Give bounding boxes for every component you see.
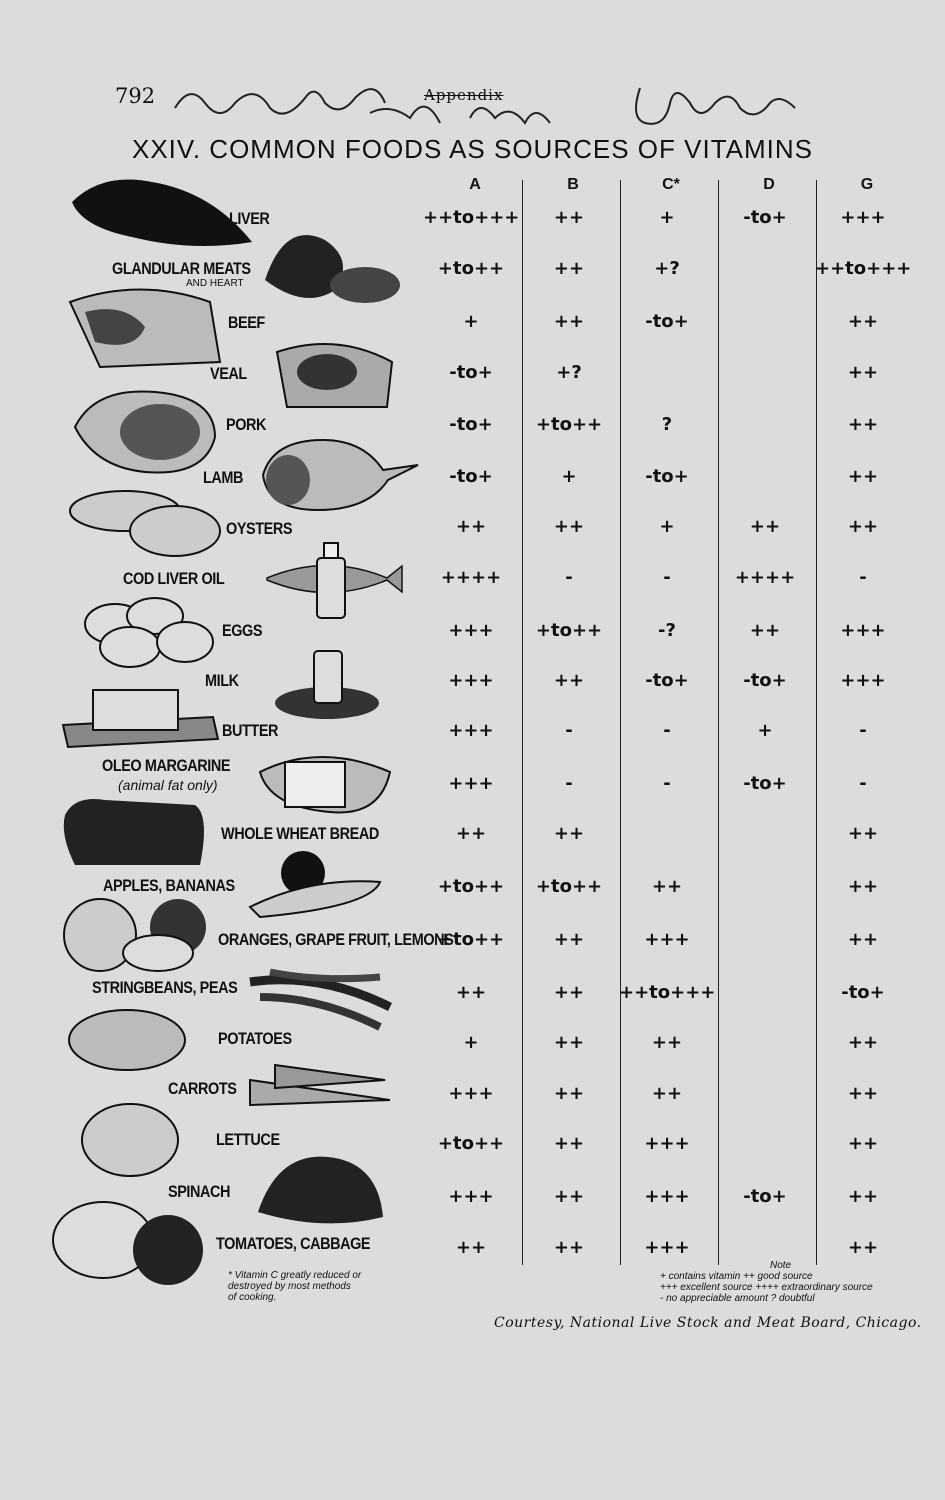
beef-illustration (65, 282, 225, 372)
vitamin-cell-c: ++ (651, 876, 683, 897)
vitamin-cell-c: -to+ (645, 670, 689, 691)
food-label: COD LIVER OIL (123, 569, 225, 588)
column-header-g: G (860, 176, 874, 193)
vitamin-cell-a: -to+ (449, 466, 493, 487)
vitamin-cell-b: +to++ (535, 620, 603, 641)
vitamin-cell-c: ++ (651, 1083, 683, 1104)
vitamin-cell-b: - (565, 720, 573, 741)
food-label: PORK (226, 415, 267, 434)
vitamin-cell-d: -to+ (743, 670, 787, 691)
food-label: APPLES, BANANAS (103, 876, 235, 895)
food-label: TOMATOES, CABBAGE (216, 1234, 371, 1253)
veal-illustration (272, 332, 402, 412)
vitamin-cell-d: -to+ (743, 1186, 787, 1207)
vitamin-cell-a: +to++ (437, 258, 505, 279)
vitamin-cell-b: - (565, 773, 573, 794)
food-label: STRINGBEANS, PEAS (92, 978, 238, 997)
vitamin-cell-d: ++ (749, 620, 781, 641)
food-label: ORANGES, GRAPE FRUIT, LEMONS (218, 930, 454, 949)
vitamin-cell-a: +++ (448, 620, 494, 641)
food-sublabel: (animal fat only) (118, 777, 218, 793)
column-header-d: D (763, 176, 775, 193)
vitamin-cell-c: +++ (644, 1237, 690, 1258)
food-label: OYSTERS (226, 519, 293, 538)
vitamin-cell-g: ++ (847, 516, 879, 537)
appendix-heading: Appendix (424, 86, 504, 104)
food-label: BEEF (228, 313, 265, 332)
vitamin-cell-c: + (659, 207, 675, 228)
vitamin-cell-c: ? (661, 414, 673, 435)
vitamin-cell-g: - (859, 773, 867, 794)
cod-liver-oil-illustration (262, 538, 407, 623)
vitamin-cell-c: -to+ (645, 466, 689, 487)
vitamin-cell-b: +to++ (535, 414, 603, 435)
vitamin-cell-a: + (463, 1032, 479, 1053)
food-label: LETTUCE (216, 1130, 280, 1149)
food-label: LIVER (229, 209, 270, 228)
page-number: 792 (115, 84, 156, 108)
vitamin-cell-a: + (463, 311, 479, 332)
column-header-c: C* (662, 176, 680, 193)
vitamin-cell-c: +? (654, 258, 680, 279)
vitamin-cell-g: +++ (840, 620, 886, 641)
food-label: WHOLE WHEAT BREAD (221, 824, 379, 843)
vitamin-cell-b: ++ (553, 1032, 585, 1053)
column-header-b: B (567, 176, 579, 193)
vitamin-cell-d: + (757, 720, 773, 741)
vitamin-cell-b: ++ (553, 311, 585, 332)
vitamin-cell-c: ++to+++ (619, 982, 716, 1003)
vitamin-cell-c: - (663, 773, 671, 794)
vitamin-cell-b: ++ (553, 1133, 585, 1154)
food-label: POTATOES (218, 1029, 292, 1048)
citrus-illustration (48, 895, 218, 975)
food-sublabel: AND HEART (186, 278, 244, 289)
vitamin-cell-a: +++ (448, 720, 494, 741)
butter-illustration (58, 685, 223, 755)
vitamin-cell-b: ++ (553, 1186, 585, 1207)
vitamin-cell-g: +++ (840, 207, 886, 228)
vitamin-cell-g: ++ (847, 876, 879, 897)
vitamin-cell-d: ++ (749, 516, 781, 537)
vitamin-cell-a: +++ (448, 773, 494, 794)
vitamin-cell-b: ++ (553, 207, 585, 228)
vitamin-cell-a: +++ (448, 670, 494, 691)
vitamin-cell-c: - (663, 720, 671, 741)
vitamin-cell-g: ++ (847, 1133, 879, 1154)
vitamin-cell-c: -to+ (645, 311, 689, 332)
food-label: GLANDULAR MEATS (112, 259, 251, 278)
vitamin-cell-a: -to+ (449, 414, 493, 435)
courtesy-credit: Courtesy, National Live Stock and Meat Board, Chicago. (494, 1315, 922, 1331)
food-label: MILK (205, 671, 239, 690)
vitamin-cell-c: ++ (651, 1032, 683, 1053)
vitamin-cell-b: ++ (553, 823, 585, 844)
vitamin-cell-g: ++ (847, 466, 879, 487)
vitamin-cell-g: - (859, 720, 867, 741)
eggs-illustration (65, 592, 225, 670)
vitamin-cell-b: - (565, 567, 573, 588)
vitamin-cell-g: ++ (847, 1032, 879, 1053)
vitamin-cell-a: ++ (455, 516, 487, 537)
pork-illustration (65, 387, 225, 477)
vitamin-cell-b: + (561, 466, 577, 487)
vitamin-cell-c: +++ (644, 929, 690, 950)
vitamin-cell-d: ++++ (734, 567, 796, 588)
vitamin-cell-a: +++ (448, 1186, 494, 1207)
vitamin-cell-c: -? (658, 620, 676, 641)
vitamin-cell-a: ++ (455, 982, 487, 1003)
tomato-cabbage-illustration (48, 1195, 218, 1285)
legend-note: Note + contains vitamin ++ good source +++ excellent source ++++ extraordinary source - no appreciable amount ? doubtful (660, 1260, 873, 1304)
vitamin-cell-a: ++ (455, 1237, 487, 1258)
lamb-illustration (258, 435, 423, 515)
vitamin-cell-b: ++ (553, 1083, 585, 1104)
spinach-illustration (248, 1152, 393, 1227)
oleo-margarine-illustration (255, 742, 395, 817)
vitamin-cell-g: ++ (847, 1237, 879, 1258)
vitamin-cell-g: ++ (847, 362, 879, 383)
vitamin-cell-a: ++to+++ (423, 207, 520, 228)
food-label: LAMB (203, 468, 244, 487)
vitamin-cell-a: ++ (455, 823, 487, 844)
vitamin-cell-g: ++ (847, 1186, 879, 1207)
vitamin-cell-g: - (859, 567, 867, 588)
vitamin-cell-c: +++ (644, 1133, 690, 1154)
apples-bananas-illustration (245, 845, 395, 920)
column-header-a: A (469, 176, 481, 193)
vitamin-cell-g: ++ (847, 311, 879, 332)
vitamin-cell-a: -to+ (449, 362, 493, 383)
footnote-vitamin-c: * Vitamin C greatly reduced or destroyed by most methods of cooking. (228, 1270, 362, 1303)
vitamin-cell-a: +to++ (437, 1133, 505, 1154)
vitamin-cell-g: ++to+++ (815, 258, 912, 279)
vitamin-cell-g: ++ (847, 929, 879, 950)
vitamin-cell-g: ++ (847, 823, 879, 844)
vitamin-cell-b: ++ (553, 258, 585, 279)
vitamin-cell-c: +++ (644, 1186, 690, 1207)
bread-illustration (60, 795, 210, 870)
vitamin-cell-b: +to++ (535, 876, 603, 897)
carrots-illustration (245, 1055, 395, 1115)
vitamin-cell-b: ++ (553, 670, 585, 691)
vitamin-cell-g: -to+ (841, 982, 885, 1003)
lettuce-illustration (78, 1100, 183, 1180)
food-label: SPINACH (168, 1182, 231, 1201)
vitamin-cell-d: -to+ (743, 207, 787, 228)
vitamin-cell-g: ++ (847, 1083, 879, 1104)
vitamin-cell-b: ++ (553, 929, 585, 950)
food-label: EGGS (222, 621, 263, 640)
food-label: VEAL (210, 364, 247, 383)
food-label: CARROTS (168, 1079, 237, 1098)
vitamin-cell-b: ++ (553, 1237, 585, 1258)
vitamin-cell-b: ++ (553, 516, 585, 537)
milk-illustration (272, 643, 387, 723)
vitamin-cell-a: +++ (448, 1083, 494, 1104)
vitamin-cell-a: +to++ (437, 876, 505, 897)
vitamin-cell-a: +to++ (437, 929, 505, 950)
handwritten-annotation (170, 78, 850, 128)
vitamin-cell-d: -to+ (743, 773, 787, 794)
vitamin-cell-b: ++ (553, 982, 585, 1003)
vitamin-cell-b: +? (556, 362, 582, 383)
vitamin-cell-c: - (663, 567, 671, 588)
food-label: OLEO MARGARINE (102, 756, 231, 775)
potato-illustration (65, 1005, 190, 1075)
food-label: BUTTER (222, 721, 279, 740)
vitamin-cell-g: ++ (847, 414, 879, 435)
vitamin-cell-c: + (659, 516, 675, 537)
vitamin-cell-g: +++ (840, 670, 886, 691)
page-title: XXIV. COMMON FOODS AS SOURCES OF VITAMINS (132, 134, 813, 164)
glandular-meats-illustration (255, 220, 415, 310)
vitamin-cell-a: ++++ (440, 567, 502, 588)
oysters-illustration (65, 486, 225, 561)
stringbeans-peas-illustration (245, 962, 395, 1032)
